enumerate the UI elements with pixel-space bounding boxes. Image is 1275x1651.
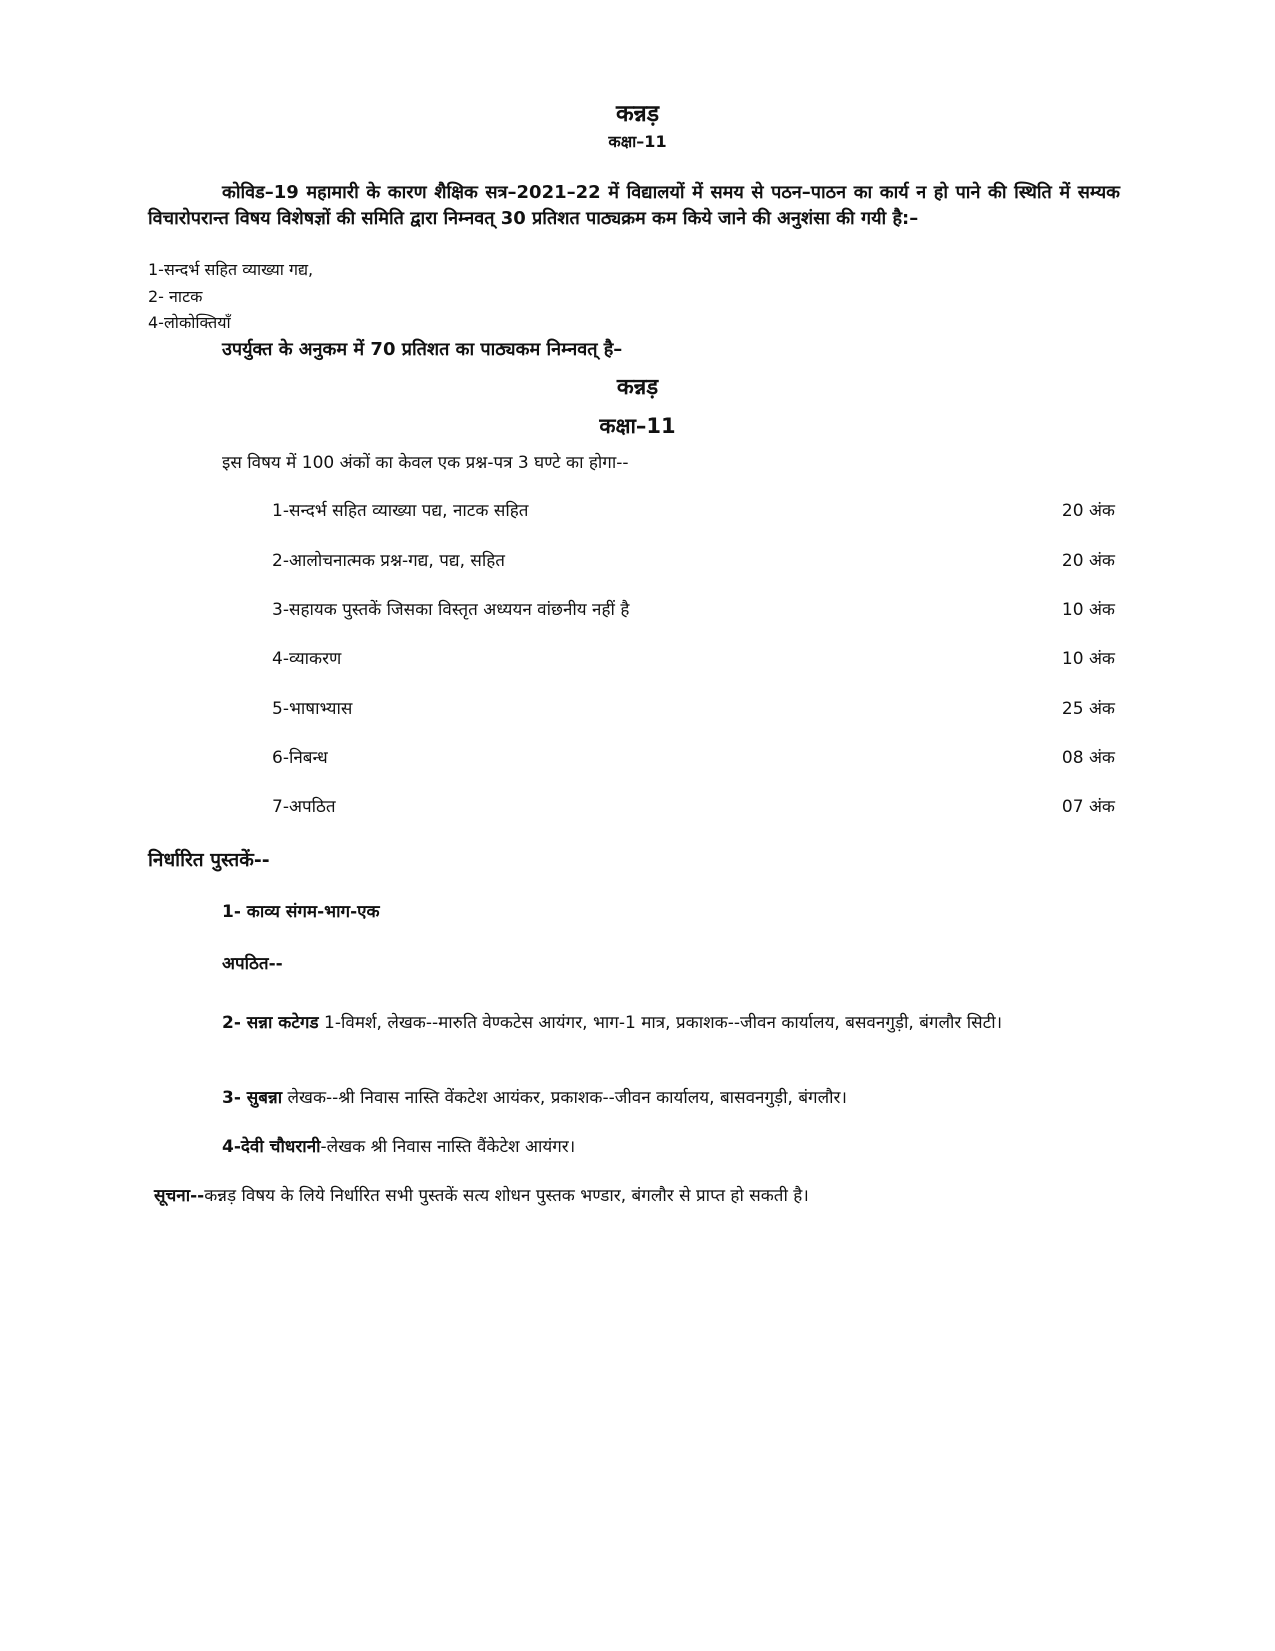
- book-2-details: 1-विमर्श, लेखक--मारुति वेण्कटेस आयंगर, भाग-1 मात्र, प्रकाशक--जीवन कार्यालय, बसवनगुड़ी, बंगलौर सिटी।: [318, 1013, 1003, 1033]
- books-heading: निर्धारित पुस्तकें--: [148, 849, 270, 871]
- removed-item: 4-लोकोक्तियाँ: [148, 313, 231, 332]
- book-4-title: 4-देवी चौधरानी: [222, 1137, 321, 1157]
- intro-paragraph: कोविड–19 महामारी के कारण शैक्षिक सत्र–2021–22 में विद्यालयों में समय से पठन–पाठन का कार्य न हो पाने की स्थिति में सम्यक विचारोपरान्त विषय विशेषज्ञों की समिति द्वारा निम्नवत् 30 प्रतिशत पाठ्यक्रम कम किये जाने की अनुशंसा की गयी है:–: [148, 182, 1120, 229]
- book-3-title: 3- सुबन्ना: [222, 1088, 283, 1108]
- table-row-marks: 10 अंक: [1061, 600, 1115, 620]
- table-row-label: 1-सन्दर्भ सहित व्याख्या पद्य, नाटक सहित: [272, 501, 529, 521]
- apathit-heading: अपठित--: [222, 954, 283, 974]
- book-3: [222, 1085, 847, 1108]
- removed-item: 1-सन्दर्भ सहित व्याख्या गद्य,: [148, 260, 314, 279]
- table-row-marks: 08 अंक: [1061, 748, 1115, 768]
- book-4: [222, 1134, 575, 1157]
- table-row-marks: 07 अंक: [1061, 797, 1115, 817]
- table-row-marks: 20 अंक: [1061, 551, 1115, 571]
- notice-label: सूचना--: [154, 1186, 205, 1206]
- table-row-marks: 25 अंक: [1061, 699, 1115, 719]
- exam-note: इस विषय में 100 अंकों का केवल एक प्रश्न-पत्र 3 घण्टे का होगा--: [222, 453, 629, 473]
- table-row-label: 5-भाषाभ्यास: [272, 699, 353, 719]
- table-row-marks: 20 अंक: [1061, 501, 1115, 521]
- book-2-title: 2- सन्ना कटेगड: [222, 1013, 319, 1033]
- table-row-label: 6-निबन्ध: [272, 748, 328, 768]
- table-row-label: 4-व्याकरण: [272, 649, 342, 669]
- syllabus-title: कन्नड़: [616, 375, 659, 400]
- syllabus-class-label: कक्षा–11: [599, 414, 676, 438]
- book-4-details: -लेखक श्री निवास नास्ति वैंकेटेश आयंगर।: [320, 1137, 576, 1157]
- page-title: कन्नड़: [615, 101, 660, 127]
- notice-line: [154, 1183, 809, 1206]
- table-row-label: 2-आलोचनात्मक प्रश्न-गद्य, पद्य, सहित: [272, 551, 505, 571]
- notice-text: कन्नड़ विषय के लिये निर्धारित सभी पुस्तकें सत्य शोधन पुस्तक भण्डार, बंगलौर से प्राप्त हो सकती है।: [204, 1186, 809, 1206]
- removed-item: 2- नाटक: [148, 287, 203, 306]
- table-row-label: 7-अपठित: [272, 797, 336, 817]
- table-row-label: 3-सहायक पुस्तकें जिसका विस्तृत अध्ययन वांछनीय नहीं है: [272, 600, 630, 620]
- table-row-marks: 10 अंक: [1061, 649, 1115, 669]
- book-2: [196, 1007, 1120, 1039]
- book-3-details: लेखक--श्री निवास नास्ति वेंकटेश आयंकर, प्रकाशक--जीवन कार्यालय, बासवनगुड़ी, बंगलौर।: [282, 1088, 847, 1108]
- transition-line: उपर्युक्त के अनुकम में 70 प्रतिशत का पाठ्यकम निम्नवत् है–: [222, 339, 623, 360]
- book-1: 1- काव्य संगम-भाग-एक: [222, 902, 380, 922]
- class-label: कक्षा–11: [608, 132, 667, 151]
